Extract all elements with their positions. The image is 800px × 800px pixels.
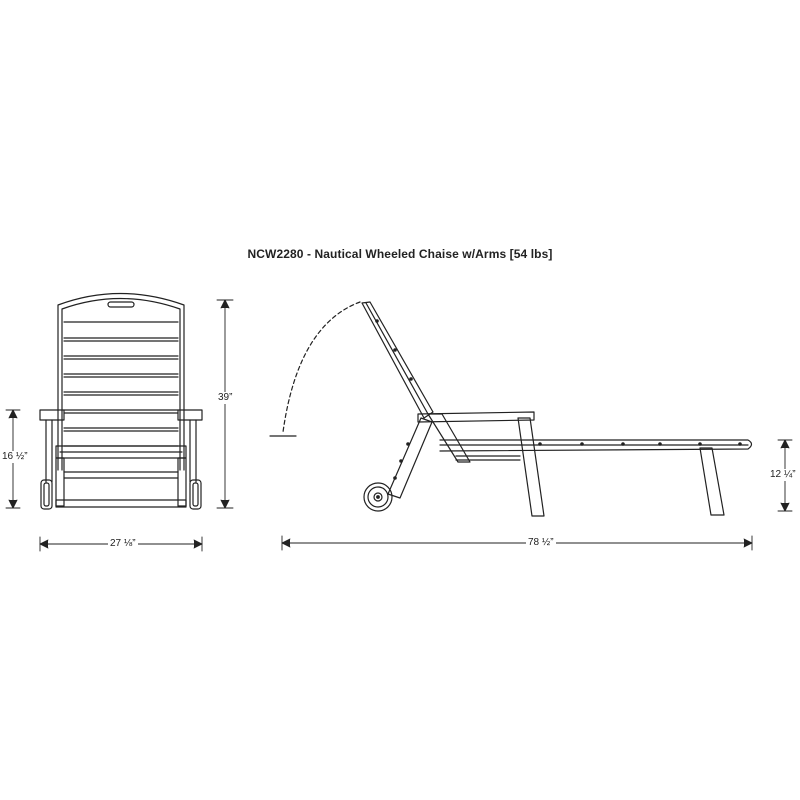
product-title: NCW2280 - Nautical Wheeled Chaise w/Arms [54 lbs]	[247, 247, 553, 261]
front-height-label: 39”	[218, 392, 233, 403]
front-seat-height-label: 16 ½”	[2, 451, 28, 462]
side-length-dimension-line	[282, 536, 752, 550]
front-view-chair	[40, 294, 202, 510]
side-length-label: 78 ½”	[528, 537, 554, 548]
side-view-chair	[270, 302, 752, 516]
side-height-label: 12 ¼”	[770, 469, 796, 480]
front-width-label: 27 ⅛”	[110, 538, 136, 549]
front-height-dimension-line	[217, 300, 233, 508]
